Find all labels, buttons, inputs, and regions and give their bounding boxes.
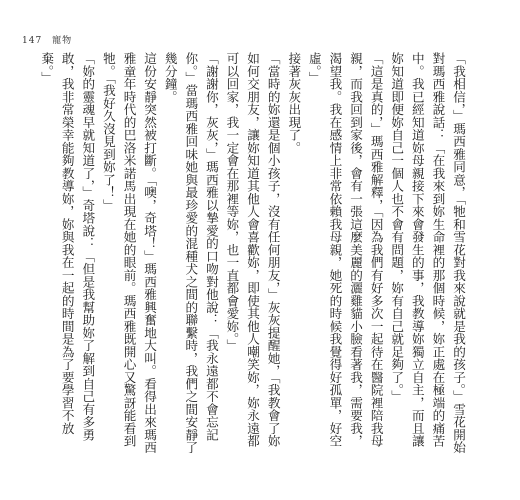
paragraph-4: 「當時的妳還是個小孩子，沒有任何朋友，」灰灰提醒她，「我教會了妳如何交朋友，讓妳知道其他人會喜歡妳，即使其他人嘲笑妳，妳永遠都可以回家，我一定會在那裡等妳，也一直都會愛妳。」 bbox=[224, 52, 281, 448]
paragraph-1: 「我相信，」瑪西雅同意，「牠和雪花對我來說就是我的孩子。」雪花開始對瑪西雅說話：「在我來到妳生命裡的那個時候，妳正處在極端的痛苦中。我已經知道妳母親接下來會發生的事，我教導妳獨立自主，而且讓妳知道即便妳自己一個人也不會有問題，妳有自己就足夠了。」 bbox=[389, 52, 466, 454]
paragraph-5: 「謝謝你，灰灰，」瑪西雅以摯愛的口吻對他說：「我永遠都不會忘記你。」當瑪西雅回味她與最珍愛的混種犬之間的聯繫時，我們之間安靜了幾分鐘。 bbox=[162, 52, 219, 454]
running-header bbox=[22, 33, 72, 46]
paragraph-2: 「這是真的，」瑪西雅解釋，「因為我們有好多次一起待在醫院裡陪我母親，而我回到家後，會有一張這麼美麗的灑雞貓小臉看著我，需要我，渴望我。我在感情上非常依賴我母親，她死的時候我覺得好孤單，好空虛。」 bbox=[306, 52, 384, 448]
paragraph-3: 接著灰灰出現了。 bbox=[286, 52, 302, 154]
vertical-text-block bbox=[39, 52, 468, 457]
paragraph-7: 「妳的靈魂早就知道了，」奇塔說：「但是我幫助妳了解到自己有多勇敢，我非常榮幸能夠教導妳，妳與我在一起的時間是為了要學習不放棄。」 bbox=[39, 52, 96, 441]
book-title: 寵物 bbox=[52, 36, 73, 46]
page-number: 147 bbox=[22, 36, 43, 46]
paragraph-6: 這份安靜突然被打斷。「噢，奇塔！」瑪西雅興奮地大叫。看得出來瑪西雅童年時代的巴洛米諾馬出現在她的眼前。瑪西雅既開心又驚訝能看到牠。「我好久沒見到妳了！」 bbox=[100, 52, 158, 454]
